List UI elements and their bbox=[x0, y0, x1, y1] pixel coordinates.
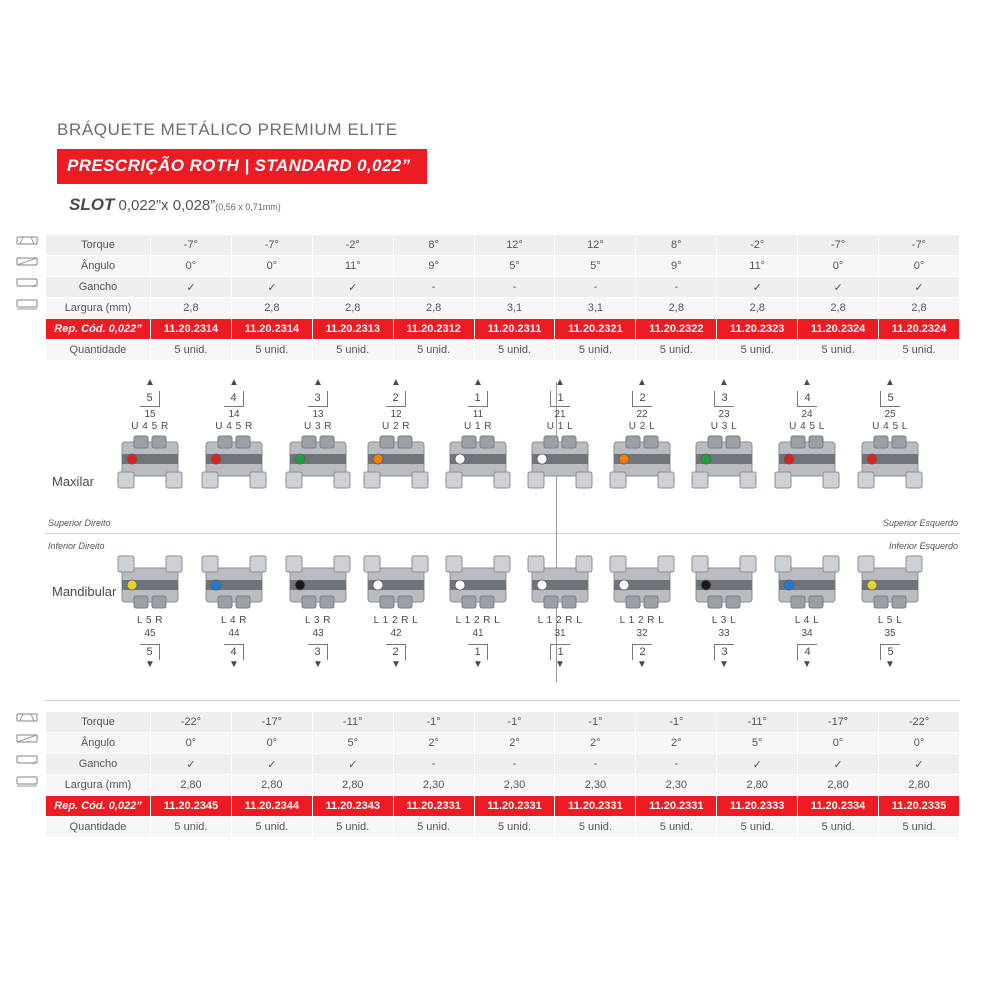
maxilar-tooth-column bbox=[436, 378, 520, 494]
maxilar-tooth-column bbox=[276, 378, 360, 494]
bracket-illustration bbox=[682, 552, 766, 614]
cell: ✓ bbox=[717, 277, 798, 298]
cell: 11.20.2324 bbox=[798, 319, 879, 340]
cell: 2,80 bbox=[312, 775, 393, 796]
tooth-code: U 1 R bbox=[463, 421, 493, 432]
tooth-number: 31 bbox=[554, 628, 566, 639]
group-number: 1 bbox=[550, 391, 569, 407]
cell: 2,8 bbox=[312, 298, 393, 319]
cell: 3,1 bbox=[555, 298, 636, 319]
arrow-down-icon: ▼ bbox=[802, 659, 812, 670]
cell: 11.20.2314 bbox=[151, 319, 232, 340]
label-inferior-esquerdo: Inferior Esquerdo bbox=[888, 541, 958, 551]
cell: ✓ bbox=[717, 754, 798, 775]
cell: 2° bbox=[636, 733, 717, 754]
label-inferior-direito: Inferior Direito bbox=[48, 541, 105, 551]
row-label-torque: Torque bbox=[46, 235, 151, 256]
label-superior-esquerdo: Superior Esquerdo bbox=[882, 518, 958, 528]
arrow-up-icon: ▲ bbox=[473, 377, 483, 388]
mandibular-tooth-column bbox=[276, 552, 360, 670]
cell: 5 unid. bbox=[312, 340, 393, 361]
arrow-up-icon: ▲ bbox=[802, 377, 812, 388]
mandibular-tooth-column bbox=[354, 552, 438, 670]
cell: 5 unid. bbox=[474, 340, 555, 361]
group-number: 4 bbox=[224, 644, 243, 660]
cell: 0° bbox=[798, 256, 879, 277]
cell: 5 unid. bbox=[636, 340, 717, 361]
arrow-down-icon: ▼ bbox=[229, 659, 239, 670]
cell: 5 unid. bbox=[798, 340, 879, 361]
cell: 5 unid. bbox=[717, 817, 798, 838]
cell: 5 unid. bbox=[555, 340, 636, 361]
cell: -17° bbox=[231, 712, 312, 733]
mandibular-tooth-column bbox=[436, 552, 520, 670]
cell: 3,1 bbox=[474, 298, 555, 319]
hook-icon bbox=[10, 753, 44, 774]
cell: ✓ bbox=[879, 277, 960, 298]
group-number: 5 bbox=[880, 644, 899, 660]
mandibular-tooth-column bbox=[682, 552, 766, 670]
cell: 2,30 bbox=[555, 775, 636, 796]
cell: 11.20.2323 bbox=[717, 319, 798, 340]
tooth-code: U 2 R bbox=[381, 421, 411, 432]
group-number: 5 bbox=[880, 391, 899, 407]
cell: -1° bbox=[636, 712, 717, 733]
torque-icon bbox=[10, 711, 44, 732]
cell: - bbox=[474, 277, 555, 298]
lower-row-icons bbox=[10, 711, 44, 795]
maxilar-tooth-column bbox=[518, 378, 602, 494]
arrow-up-icon: ▲ bbox=[555, 377, 565, 388]
bracket-illustration bbox=[682, 432, 766, 494]
cell: 5 unid. bbox=[879, 817, 960, 838]
mandibular-tooth-column bbox=[192, 552, 276, 670]
cell: -2° bbox=[312, 235, 393, 256]
angle-icon bbox=[10, 255, 44, 276]
table-row bbox=[46, 319, 960, 340]
row-label-angulo: Ângulo bbox=[46, 733, 151, 754]
width-icon bbox=[10, 774, 44, 795]
cell: - bbox=[393, 754, 474, 775]
cell: 11.20.2331 bbox=[636, 796, 717, 817]
cell: 2,80 bbox=[151, 775, 232, 796]
bracket-illustration bbox=[436, 432, 520, 494]
tooth-number: 15 bbox=[144, 409, 156, 420]
arrow-up-icon: ▲ bbox=[145, 377, 155, 388]
tooth-number: 21 bbox=[554, 409, 566, 420]
cell: 11.20.2314 bbox=[231, 319, 312, 340]
bracket-illustration bbox=[518, 552, 602, 614]
cell: 0° bbox=[879, 256, 960, 277]
torque-icon bbox=[10, 234, 44, 255]
cell: 5° bbox=[555, 256, 636, 277]
tooth-code: L 3 L bbox=[711, 615, 737, 626]
tooth-number: 24 bbox=[801, 409, 813, 420]
arrow-down-icon: ▼ bbox=[719, 659, 729, 670]
tooth-number: 12 bbox=[390, 409, 402, 420]
maxilar-tooth-column bbox=[600, 378, 684, 494]
table-row bbox=[46, 754, 960, 775]
cell: 2,8 bbox=[879, 298, 960, 319]
table-row bbox=[46, 817, 960, 838]
cell: 2,8 bbox=[717, 298, 798, 319]
cell: 11.20.2343 bbox=[312, 796, 393, 817]
cell: 2,8 bbox=[798, 298, 879, 319]
cell: -2° bbox=[717, 235, 798, 256]
cell: 11.20.2345 bbox=[151, 796, 232, 817]
cell: ✓ bbox=[312, 277, 393, 298]
group-number: 2 bbox=[632, 644, 651, 660]
cell: 9° bbox=[393, 256, 474, 277]
bracket-illustration bbox=[518, 432, 602, 494]
angle-icon bbox=[10, 732, 44, 753]
tooth-code: L 1 2 R L bbox=[373, 615, 419, 626]
cell: 5 unid. bbox=[231, 340, 312, 361]
bracket-illustration bbox=[354, 432, 438, 494]
cell: ✓ bbox=[231, 754, 312, 775]
mandibular-tooth-column bbox=[518, 552, 602, 670]
table-row bbox=[46, 712, 960, 733]
tooth-number: 14 bbox=[228, 409, 240, 420]
maxilar-tooth-column bbox=[848, 378, 932, 494]
mandibular-tooth-column bbox=[600, 552, 684, 670]
cell: 11.20.2331 bbox=[555, 796, 636, 817]
group-number: 3 bbox=[714, 391, 733, 407]
arrow-up-icon: ▲ bbox=[637, 377, 647, 388]
arrow-down-icon: ▼ bbox=[555, 659, 565, 670]
cell: 11° bbox=[717, 256, 798, 277]
arrow-up-icon: ▲ bbox=[391, 377, 401, 388]
tooth-code: U 4 5 L bbox=[872, 421, 908, 432]
tooth-code: L 4 R bbox=[220, 615, 248, 626]
group-number: 2 bbox=[386, 644, 405, 660]
cell: 2,30 bbox=[474, 775, 555, 796]
slot-value: 0,022”x 0,028” bbox=[118, 197, 216, 214]
cell: 11.20.2311 bbox=[474, 319, 555, 340]
table-row bbox=[46, 277, 960, 298]
bracket-illustration bbox=[436, 552, 520, 614]
row-label-codigo: Rep. Cód. 0,022” bbox=[46, 319, 151, 340]
tooth-code: L 1 2 R L bbox=[619, 615, 665, 626]
group-number: 5 bbox=[140, 644, 159, 660]
bracket-illustration bbox=[276, 432, 360, 494]
cell: ✓ bbox=[879, 754, 960, 775]
bracket-illustration bbox=[848, 432, 932, 494]
tooth-code: L 5 R bbox=[136, 615, 164, 626]
table-row bbox=[46, 733, 960, 754]
cell: - bbox=[636, 277, 717, 298]
cell: -7° bbox=[151, 235, 232, 256]
maxilar-tooth-column bbox=[765, 378, 849, 494]
cell: 11° bbox=[312, 256, 393, 277]
maxilar-tooth-column bbox=[192, 378, 276, 494]
row-label-codigo: Rep. Cód. 0,022” bbox=[46, 796, 151, 817]
bracket-illustration bbox=[765, 432, 849, 494]
cell: -11° bbox=[717, 712, 798, 733]
group-number: 3 bbox=[308, 644, 327, 660]
group-number: 2 bbox=[632, 391, 651, 407]
row-label-quantidade: Quantidade bbox=[46, 817, 151, 838]
group-number: 4 bbox=[797, 391, 816, 407]
cell: 11.20.2333 bbox=[717, 796, 798, 817]
cell: 2° bbox=[555, 733, 636, 754]
cell: 2,8 bbox=[636, 298, 717, 319]
group-number: 1 bbox=[468, 391, 487, 407]
cell: 5 unid. bbox=[555, 817, 636, 838]
cell: 2° bbox=[393, 733, 474, 754]
cell: -22° bbox=[151, 712, 232, 733]
bracket-illustration bbox=[276, 552, 360, 614]
group-number: 1 bbox=[468, 644, 487, 660]
cell: -7° bbox=[879, 235, 960, 256]
arrow-up-icon: ▲ bbox=[229, 377, 239, 388]
page-title: BRÁQUETE METÁLICO PREMIUM ELITE bbox=[57, 120, 398, 139]
cell: - bbox=[393, 277, 474, 298]
tooth-number: 41 bbox=[472, 628, 484, 639]
cell: -1° bbox=[393, 712, 474, 733]
header bbox=[57, 120, 957, 215]
group-number: 3 bbox=[714, 644, 733, 660]
lower-spec-table bbox=[45, 711, 960, 838]
tooth-number: 44 bbox=[228, 628, 240, 639]
cell: 0° bbox=[879, 733, 960, 754]
cell: ✓ bbox=[798, 754, 879, 775]
cell: 5° bbox=[312, 733, 393, 754]
tooth-code: U 2 L bbox=[628, 421, 656, 432]
tooth-number: 23 bbox=[718, 409, 730, 420]
tooth-code: L 5 L bbox=[877, 615, 903, 626]
cell: 2,30 bbox=[636, 775, 717, 796]
tooth-number: 43 bbox=[312, 628, 324, 639]
slot-mm: (0,56 x 0,71mm) bbox=[215, 202, 281, 212]
tooth-number: 45 bbox=[144, 628, 156, 639]
arch-label-maxilar: Maxilar bbox=[52, 474, 94, 489]
bracket-illustration bbox=[354, 552, 438, 614]
cell: 9° bbox=[636, 256, 717, 277]
cell: -22° bbox=[879, 712, 960, 733]
arrow-down-icon: ▼ bbox=[145, 659, 155, 670]
cell: ✓ bbox=[312, 754, 393, 775]
mandibular-tooth-column bbox=[765, 552, 849, 670]
cell: 2,8 bbox=[393, 298, 474, 319]
bracket-illustration bbox=[765, 552, 849, 614]
tooth-number: 34 bbox=[801, 628, 813, 639]
cell: 8° bbox=[636, 235, 717, 256]
cell: ✓ bbox=[151, 754, 232, 775]
cell: ✓ bbox=[798, 277, 879, 298]
tooth-code: U 4 5 R bbox=[131, 421, 169, 432]
cell: 12° bbox=[555, 235, 636, 256]
row-label-torque: Torque bbox=[46, 712, 151, 733]
cell: 2,30 bbox=[393, 775, 474, 796]
row-label-angulo: Ângulo bbox=[46, 256, 151, 277]
arrow-up-icon: ▲ bbox=[885, 377, 895, 388]
cell: 2,80 bbox=[798, 775, 879, 796]
cell: 0° bbox=[798, 733, 879, 754]
arrow-down-icon: ▼ bbox=[391, 659, 401, 670]
tooth-number: 22 bbox=[636, 409, 648, 420]
arrow-up-icon: ▲ bbox=[719, 377, 729, 388]
maxilar-tooth-column bbox=[682, 378, 766, 494]
group-number: 5 bbox=[140, 391, 159, 407]
cell: 5 unid. bbox=[636, 817, 717, 838]
arch-label-mandibular: Mandibular bbox=[52, 584, 117, 599]
tooth-code: U 4 5 L bbox=[789, 421, 825, 432]
group-number: 3 bbox=[308, 391, 327, 407]
bracket-illustration bbox=[192, 552, 276, 614]
cell: 2,8 bbox=[231, 298, 312, 319]
cell: 0° bbox=[151, 733, 232, 754]
cell: 11.20.2312 bbox=[393, 319, 474, 340]
cell: 2,80 bbox=[717, 775, 798, 796]
table-row bbox=[46, 775, 960, 796]
row-label-largura: Largura (mm) bbox=[46, 298, 151, 319]
group-number: 4 bbox=[224, 391, 243, 407]
row-label-quantidade: Quantidade bbox=[46, 340, 151, 361]
cell: -7° bbox=[798, 235, 879, 256]
mandibular-tooth-column bbox=[108, 552, 192, 670]
cell: -17° bbox=[798, 712, 879, 733]
arrow-up-icon: ▲ bbox=[313, 377, 323, 388]
cell: 8° bbox=[393, 235, 474, 256]
cell: 11.20.2331 bbox=[474, 796, 555, 817]
slot-label: SLOT bbox=[69, 195, 115, 214]
cell: 0° bbox=[151, 256, 232, 277]
table-row bbox=[46, 235, 960, 256]
tooth-code: L 1 2 R L bbox=[455, 615, 501, 626]
tooth-code: L 1 2 R L bbox=[537, 615, 583, 626]
bracket-illustration bbox=[108, 552, 192, 614]
cell: 11.20.2334 bbox=[798, 796, 879, 817]
upper-row-icons bbox=[10, 234, 44, 318]
row-label-largura: Largura (mm) bbox=[46, 775, 151, 796]
arrow-down-icon: ▼ bbox=[637, 659, 647, 670]
maxilar-tooth-column bbox=[354, 378, 438, 494]
cell: 11.20.2331 bbox=[393, 796, 474, 817]
tooth-code: U 4 5 R bbox=[215, 421, 253, 432]
cell: 11.20.2321 bbox=[555, 319, 636, 340]
arrow-down-icon: ▼ bbox=[313, 659, 323, 670]
table-row bbox=[46, 256, 960, 277]
group-number: 2 bbox=[386, 391, 405, 407]
cell: 11.20.2313 bbox=[312, 319, 393, 340]
bracket-illustration bbox=[192, 432, 276, 494]
width-icon bbox=[10, 297, 44, 318]
prescription-banner: PRESCRIÇÃO ROTH | STANDARD 0,022” bbox=[57, 149, 427, 184]
cell: 5 unid. bbox=[151, 817, 232, 838]
tooth-number: 11 bbox=[472, 409, 484, 420]
cell: -11° bbox=[312, 712, 393, 733]
cell: 5° bbox=[717, 733, 798, 754]
bracket-illustration bbox=[600, 552, 684, 614]
arrow-down-icon: ▼ bbox=[885, 659, 895, 670]
hook-icon bbox=[10, 276, 44, 297]
group-number: 4 bbox=[797, 644, 816, 660]
slot-line bbox=[57, 195, 957, 215]
cell: 11.20.2344 bbox=[231, 796, 312, 817]
tooth-code: U 3 R bbox=[303, 421, 333, 432]
cell: 5 unid. bbox=[393, 817, 474, 838]
cell: 0° bbox=[231, 256, 312, 277]
tooth-number: 33 bbox=[718, 628, 730, 639]
cell: 5 unid. bbox=[474, 817, 555, 838]
tooth-number: 13 bbox=[312, 409, 324, 420]
row-label-gancho: Gancho bbox=[46, 277, 151, 298]
cell: -1° bbox=[555, 712, 636, 733]
cell: ✓ bbox=[151, 277, 232, 298]
cell: 2° bbox=[474, 733, 555, 754]
cell: 5 unid. bbox=[717, 340, 798, 361]
cell: - bbox=[636, 754, 717, 775]
table-row bbox=[46, 340, 960, 361]
tooth-number: 42 bbox=[390, 628, 402, 639]
cell: 5 unid. bbox=[312, 817, 393, 838]
tooth-code: L 4 L bbox=[794, 615, 820, 626]
cell: 5 unid. bbox=[393, 340, 474, 361]
tooth-code: U 3 L bbox=[710, 421, 738, 432]
cell: 11.20.2324 bbox=[879, 319, 960, 340]
tooth-number: 32 bbox=[636, 628, 648, 639]
tooth-code: L 3 R bbox=[304, 615, 332, 626]
cell: 5 unid. bbox=[151, 340, 232, 361]
cell: 2,80 bbox=[879, 775, 960, 796]
label-superior-direito: Superior Direito bbox=[48, 518, 111, 528]
cell: 11.20.2322 bbox=[636, 319, 717, 340]
cell: 0° bbox=[231, 733, 312, 754]
maxilar-tooth-column bbox=[108, 378, 192, 494]
cell: 5 unid. bbox=[798, 817, 879, 838]
bracket-illustration bbox=[108, 432, 192, 494]
bracket-illustration bbox=[848, 552, 932, 614]
upper-spec-table bbox=[45, 234, 960, 361]
cell: - bbox=[474, 754, 555, 775]
mandibular-tooth-column bbox=[848, 552, 932, 670]
cell: 12° bbox=[474, 235, 555, 256]
group-number: 1 bbox=[550, 644, 569, 660]
cell: 5° bbox=[474, 256, 555, 277]
bracket-illustration bbox=[600, 432, 684, 494]
table-row bbox=[46, 796, 960, 817]
cell: ✓ bbox=[231, 277, 312, 298]
cell: - bbox=[555, 754, 636, 775]
cell: -7° bbox=[231, 235, 312, 256]
tooth-code: U 1 L bbox=[546, 421, 574, 432]
tooth-number: 35 bbox=[884, 628, 896, 639]
cell: -1° bbox=[474, 712, 555, 733]
cell: 5 unid. bbox=[879, 340, 960, 361]
row-label-gancho: Gancho bbox=[46, 754, 151, 775]
cell: - bbox=[555, 277, 636, 298]
table-row bbox=[46, 298, 960, 319]
arrow-down-icon: ▼ bbox=[473, 659, 483, 670]
cell: 2,80 bbox=[231, 775, 312, 796]
cell: 2,8 bbox=[151, 298, 232, 319]
cell: 11.20.2335 bbox=[879, 796, 960, 817]
cell: 5 unid. bbox=[231, 817, 312, 838]
tooth-number: 25 bbox=[884, 409, 896, 420]
